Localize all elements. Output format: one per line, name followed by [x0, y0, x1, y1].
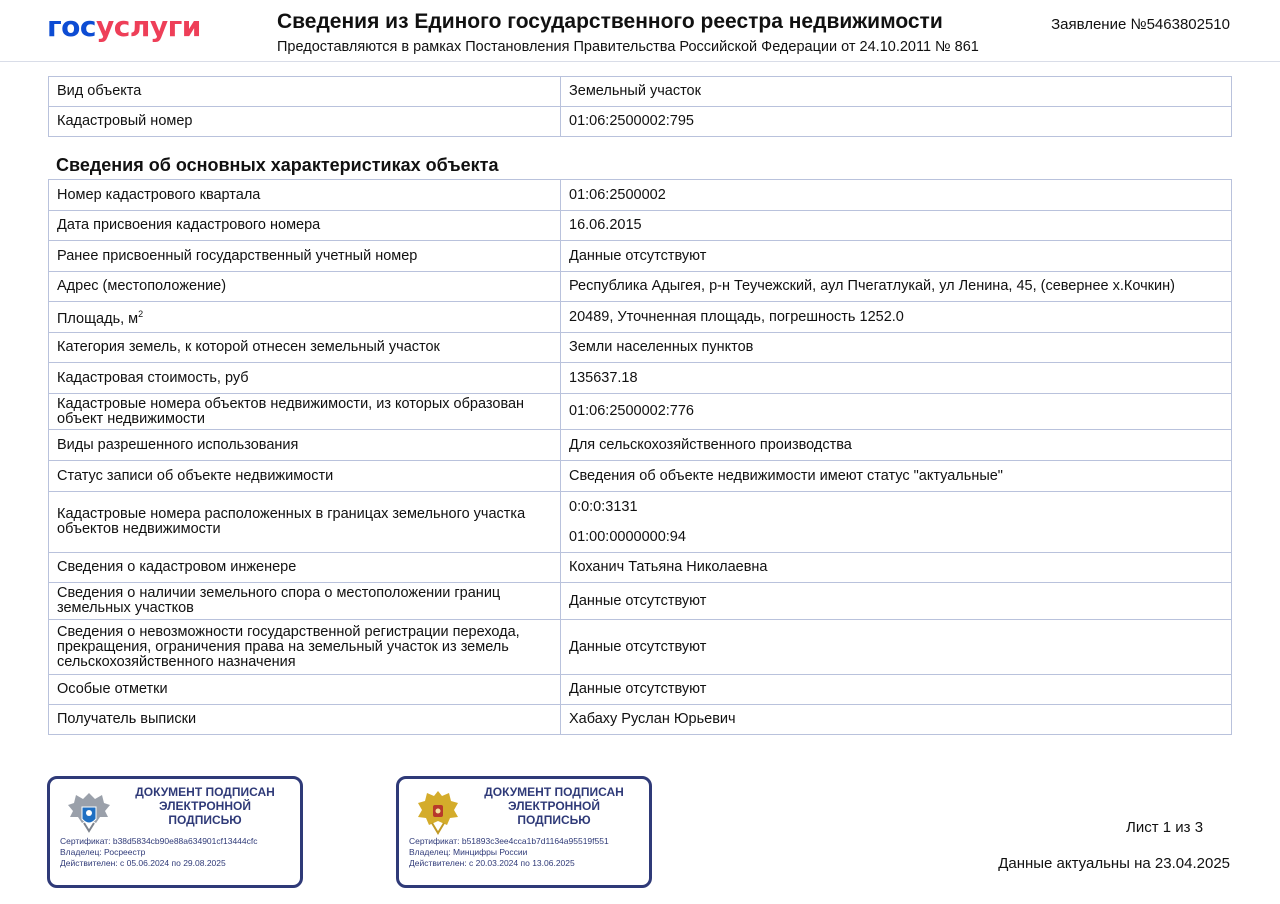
cadastral-number-2: 01:00:0000000:94	[569, 528, 686, 545]
row-key: Виды разрешенного использования	[49, 430, 561, 461]
area-label: Площадь, м	[57, 310, 139, 327]
row-value: Коханич Татьяна Николаевна	[561, 553, 1232, 583]
signature-stamp-mintsifry	[396, 776, 652, 888]
row-key: Сведения о невозможности государственной регистрации перехода, прекращения, ограничения права на земельный участок из земель сельскохозяйственного назначения	[49, 620, 561, 675]
stamp-title-line: ПОДПИСЬЮ	[168, 813, 242, 827]
document-title: Сведения из Единого государственного реестра недвижимости	[277, 10, 943, 33]
table-row	[49, 107, 1232, 137]
stamp-title-line: ЭЛЕКТРОННОЙ	[159, 799, 251, 813]
russian-coat-of-arms-icon	[413, 787, 463, 837]
stamp-certificate: Сертификат: b38d5834cb90e88a634901cf13444cfc	[60, 836, 258, 846]
row-value: Данные отсутствуют	[561, 241, 1232, 272]
characteristics-table	[48, 179, 1232, 735]
stamp-title-line: ДОКУМЕНТ ПОДПИСАН	[135, 785, 275, 799]
row-key: Вид объекта	[49, 77, 561, 107]
rosreestr-emblem-icon	[64, 787, 114, 837]
row-value: 20489, Уточненная площадь, погрешность 1252.0	[561, 302, 1232, 333]
stamp-title-line: ЭЛЕКТРОННОЙ	[508, 799, 600, 813]
row-key	[49, 302, 561, 333]
row-key: Статус записи об объекте недвижимости	[49, 461, 561, 492]
table-row	[49, 333, 1232, 363]
row-value-list	[561, 492, 1232, 553]
row-key: Кадастровые номера расположенных в границах земельного участка объектов недвижимости	[49, 492, 561, 553]
data-actual-date: Данные актуальны на 23.04.2025	[998, 855, 1230, 872]
row-key: Кадастровые номера объектов недвижимости, из которых образован объект недвижимости	[49, 394, 561, 430]
application-number: Заявление №5463802510	[1051, 16, 1230, 33]
table-row	[49, 553, 1232, 583]
stamp-info	[60, 836, 257, 869]
row-key: Адрес (местоположение)	[49, 272, 561, 302]
row-value: Данные отсутствуют	[561, 583, 1232, 620]
table-row	[49, 583, 1232, 620]
table-row	[49, 363, 1232, 394]
row-key: Кадастровая стоимость, руб	[49, 363, 561, 394]
table-row	[49, 211, 1232, 241]
row-value: 01:06:2500002:776	[561, 394, 1232, 430]
stamp-title-line: ДОКУМЕНТ ПОДПИСАН	[484, 785, 624, 799]
stamp-title-line: ПОДПИСЬЮ	[517, 813, 591, 827]
row-key: Кадастровый номер	[49, 107, 561, 137]
stamp-title	[112, 785, 298, 827]
signature-stamp-rosreestr	[47, 776, 303, 888]
stamp-owner: Владелец: Минцифры России	[409, 847, 528, 857]
row-key: Номер кадастрового квартала	[49, 180, 561, 211]
logo-part-uslugi: услуги	[95, 10, 201, 43]
stamp-valid: Действителен: с 20.03.2024 по 13.06.2025	[409, 858, 575, 868]
row-key: Дата присвоения кадастрового номера	[49, 211, 561, 241]
row-value: 01:06:2500002:795	[561, 107, 1232, 137]
row-key: Особые отметки	[49, 675, 561, 705]
row-key: Ранее присвоенный государственный учетный номер	[49, 241, 561, 272]
row-value: Данные отсутствуют	[561, 675, 1232, 705]
table-row	[49, 705, 1232, 735]
table-row	[49, 180, 1232, 211]
document-subtitle: Предоставляются в рамках Постановления Правительства Российской Федерации от 24.10.2011 № 861	[277, 39, 979, 55]
stamp-owner: Владелец: Росреестр	[60, 847, 146, 857]
object-table	[48, 76, 1232, 137]
row-value: Для сельскохозяйственного производства	[561, 430, 1232, 461]
row-key: Категория земель, к которой отнесен земельный участок	[49, 333, 561, 363]
sheet-counter: Лист 1 из 3	[1126, 819, 1204, 836]
stamp-title	[461, 785, 647, 827]
row-key: Сведения о наличии земельного спора о местоположении границ земельных участков	[49, 583, 561, 620]
section-title: Сведения об основных характеристиках объекта	[56, 155, 499, 175]
area-unit-superscript: 2	[138, 309, 144, 320]
stamp-info	[409, 836, 609, 869]
row-value: Хабаху Руслан Юрьевич	[561, 705, 1232, 735]
stamp-certificate: Сертификат: b51893c3ee4cca1b7d1164a95519f551	[409, 836, 609, 846]
table-row	[49, 620, 1232, 675]
row-value: 01:06:2500002	[561, 180, 1232, 211]
table-row	[49, 675, 1232, 705]
table-row	[49, 272, 1232, 302]
table-row	[49, 430, 1232, 461]
row-value: 16.06.2015	[561, 211, 1232, 241]
table-row	[49, 394, 1232, 430]
row-value: Земельный участок	[561, 77, 1232, 107]
row-value: Республика Адыгея, р-н Теучежский, аул Пчегатлукай, ул Ленина, 45, (севернее х.Кочкин)	[561, 272, 1232, 302]
table-row	[49, 77, 1232, 107]
row-key: Сведения о кадастровом инженере	[49, 553, 561, 583]
table-row	[49, 461, 1232, 492]
row-value: Данные отсутствуют	[561, 620, 1232, 675]
document-header	[0, 0, 1280, 62]
row-key: Получатель выписки	[49, 705, 561, 735]
cadastral-number-1: 0:0:0:3131	[569, 498, 638, 515]
gosuslugi-logo	[47, 10, 201, 43]
table-row	[49, 302, 1232, 333]
table-row	[49, 241, 1232, 272]
row-value: 135637.18	[561, 363, 1232, 394]
row-value: Земли населенных пунктов	[561, 333, 1232, 363]
logo-part-gos: гос	[47, 10, 96, 43]
table-row	[49, 492, 1232, 553]
row-value: Сведения об объекте недвижимости имеют статус "актуальные"	[561, 461, 1232, 492]
stamp-valid: Действителен: с 05.06.2024 по 29.08.2025	[60, 858, 226, 868]
